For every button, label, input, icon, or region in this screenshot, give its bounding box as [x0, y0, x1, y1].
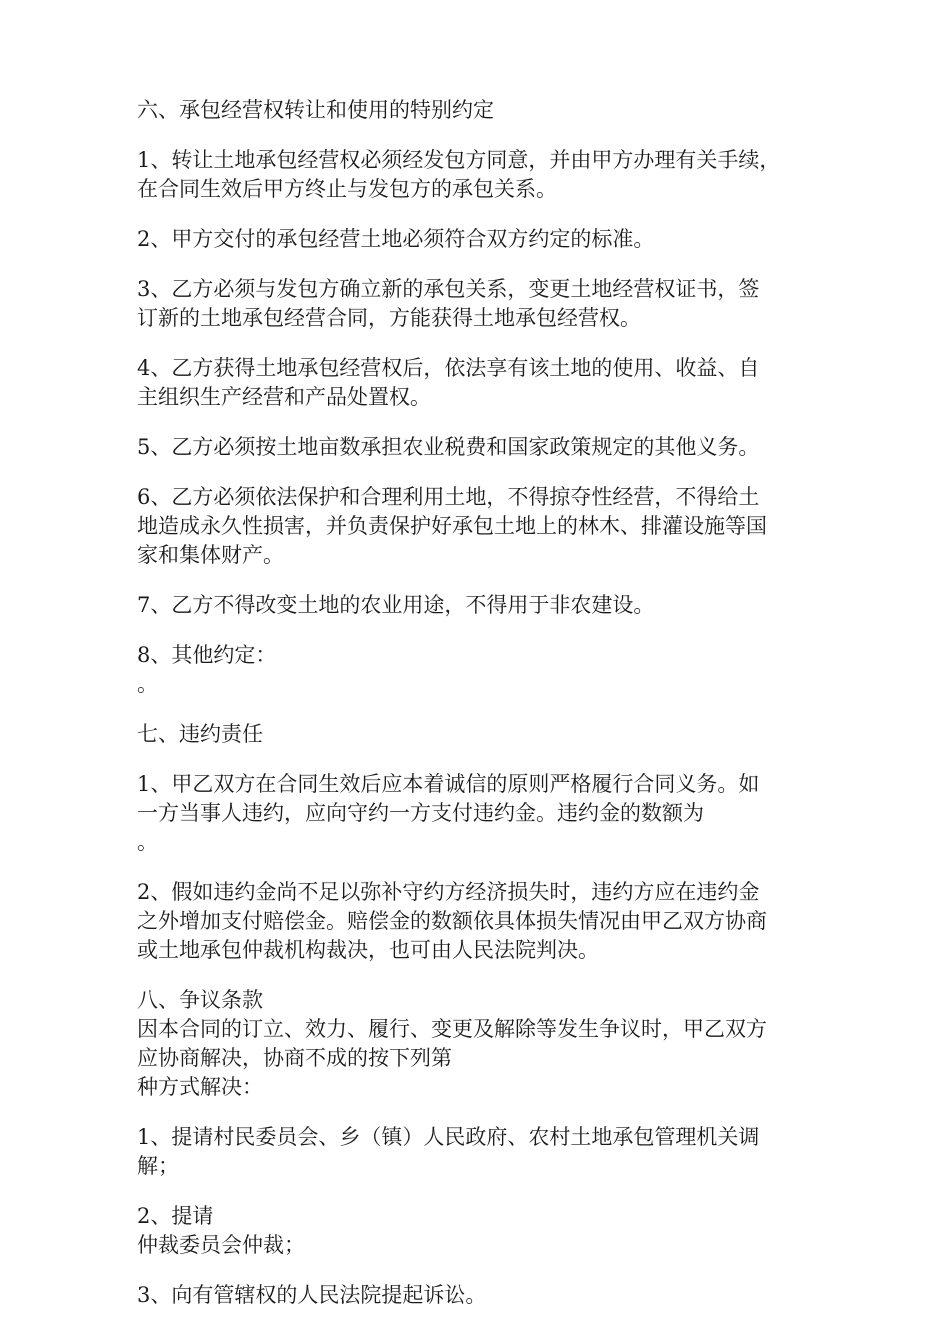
paragraph-line: 主组织生产经营和产品处置权。 [137, 385, 431, 409]
paragraph-line: 1、甲乙双方在合同生效后应本着诚信的原则严格履行合同义务。如 [137, 772, 760, 796]
section-6-heading: 六、承包经营权转让和使用的特别约定 [137, 98, 494, 122]
paragraph-line: 种方式解决： [137, 1075, 263, 1099]
section-8-item-2 [137, 1202, 827, 1260]
paragraph-line: 家和集体财产。 [137, 543, 284, 567]
paragraph-line: 。 [137, 830, 158, 854]
paragraph-line: 5、乙方必须按土地亩数承担农业税费和国家政策规定的其他义务。 [137, 435, 760, 459]
section-7-item-1 [137, 770, 827, 857]
section-6-item-1 [137, 146, 827, 204]
section-6-item-4 [137, 354, 827, 412]
section-6-item-2 [137, 225, 827, 254]
paragraph-line: 因本合同的订立、效力、履行、变更及解除等发生争议时，甲乙双方 [137, 1017, 767, 1041]
section-6-item-3 [137, 275, 827, 333]
section-6-item-7 [137, 591, 827, 620]
paragraph-line: 之外增加支付赔偿金。赔偿金的数额依具体损失情况由甲乙双方协商 [137, 909, 767, 933]
paragraph-line: 在合同生效后甲方终止与发包方的承包关系。 [137, 177, 557, 201]
paragraph-line: 3、向有管辖权的人民法院提起诉讼。 [137, 1283, 487, 1307]
paragraph-line: 地造成永久性损害，并负责保护好承包土地上的林木、排灌设施等国 [137, 514, 767, 538]
section-8-intro [137, 1015, 827, 1102]
paragraph-line: 2、提请 [137, 1204, 214, 1228]
paragraph-line: 一方当事人违约，应向守约一方支付违约金。违约金的数额为 [137, 801, 704, 825]
section-7-heading: 七、违约责任 [137, 722, 263, 746]
paragraph-line: 仲裁委员会仲裁； [137, 1233, 305, 1257]
paragraph-line: 3、乙方必须与发包方确立新的承包关系，变更土地经营权证书，签 [137, 277, 760, 301]
document-page [137, 96, 827, 1310]
paragraph-line: 7、乙方不得改变土地的农业用途，不得用于非农建设。 [137, 593, 655, 617]
section-8-item-1 [137, 1123, 827, 1181]
paragraph-line: 1、提请村民委员会、乡（镇）人民政府、农村土地承包管理机关调 [137, 1125, 760, 1149]
paragraph-line: 2、甲方交付的承包经营土地必须符合双方约定的标准。 [137, 227, 655, 251]
paragraph-line: 4、乙方获得土地承包经营权后，依法享有该土地的使用、收益、自 [137, 356, 760, 380]
paragraph-line: 。 [137, 672, 158, 696]
paragraph-line: 6、乙方必须依法保护和合理利用土地，不得掠夺性经营，不得给土 [137, 485, 760, 509]
paragraph-line: 2、假如违约金尚不足以弥补守约方经济损失时，违约方应在违约金 [137, 880, 760, 904]
paragraph-line: 订新的土地承包经营合同，方能获得土地承包经营权。 [137, 306, 641, 330]
section-8-heading: 八、争议条款 [137, 988, 263, 1012]
paragraph-line: 应协商解决，协商不成的按下列第 [137, 1046, 452, 1070]
section-6-item-5 [137, 433, 827, 462]
section-7-item-2 [137, 878, 827, 965]
section-8-item-3 [137, 1281, 827, 1310]
section-6-item-8 [137, 641, 827, 699]
section-6-item-6 [137, 483, 827, 570]
paragraph-line: 1、转让土地承包经营权必须经发包方同意，并由甲方办理有关手续， [137, 148, 781, 172]
paragraph-line: 或土地承包仲裁机构裁决，也可由人民法院判决。 [137, 938, 599, 962]
paragraph-line: 8、其他约定： [137, 643, 277, 667]
paragraph-line: 解； [137, 1154, 179, 1178]
